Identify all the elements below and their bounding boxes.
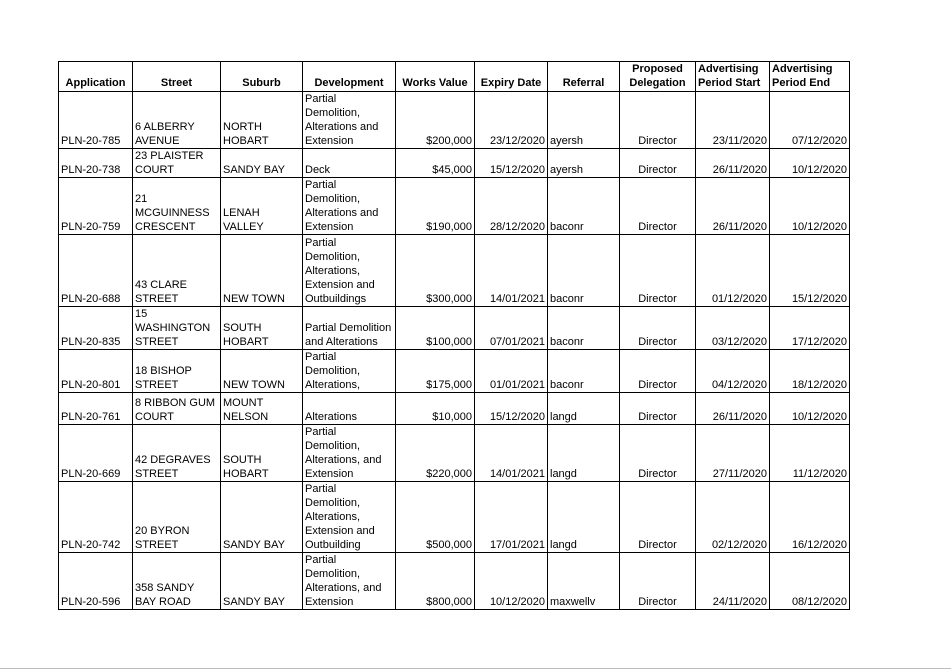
header-works-value: Works Value — [396, 62, 475, 92]
table-row — [59, 235, 850, 307]
cell-ad-start: 03/12/2020 — [696, 307, 770, 350]
header-suburb: Suburb — [221, 62, 303, 92]
cell-delegation: Director — [620, 92, 696, 149]
cell-ad-start: 23/11/2020 — [696, 92, 770, 149]
cell-ad-start: 27/11/2020 — [696, 425, 770, 482]
header-advertising-start: Advertising Period Start — [696, 62, 770, 92]
cell-development: Partial Demolition, Alterations, Extension and Outbuilding — [303, 482, 396, 553]
cell-ad-start: 26/11/2020 — [696, 393, 770, 425]
cell-works-value: $190,000 — [396, 178, 475, 235]
cell-referral: langd — [548, 482, 620, 553]
cell-delegation: Director — [620, 350, 696, 393]
cell-development: Partial Demolition, Alterations, and Extension — [303, 553, 396, 610]
cell-ad-end: 07/12/2020 — [770, 92, 850, 149]
page-bottom-border — [0, 668, 951, 669]
table-row — [59, 307, 850, 350]
cell-application: PLN-20-596 — [59, 553, 133, 610]
header-proposed-delegation: Proposed Delegation — [620, 62, 696, 92]
cell-street: 15 WASHINGTON STREET — [133, 307, 221, 350]
cell-delegation: Director — [620, 149, 696, 178]
cell-application: PLN-20-801 — [59, 350, 133, 393]
cell-ad-start: 04/12/2020 — [696, 350, 770, 393]
cell-ad-end: 10/12/2020 — [770, 149, 850, 178]
cell-application: PLN-20-688 — [59, 235, 133, 307]
cell-referral: maxwellv — [548, 553, 620, 610]
table-row — [59, 149, 850, 178]
cell-application: PLN-20-761 — [59, 393, 133, 425]
cell-expiry-date: 14/01/2021 — [475, 425, 548, 482]
cell-ad-end: 10/12/2020 — [770, 178, 850, 235]
cell-application: PLN-20-785 — [59, 92, 133, 149]
cell-works-value: $45,000 — [396, 149, 475, 178]
cell-referral: baconr — [548, 307, 620, 350]
cell-delegation: Director — [620, 393, 696, 425]
table-row — [59, 350, 850, 393]
cell-delegation: Director — [620, 307, 696, 350]
cell-ad-end: 11/12/2020 — [770, 425, 850, 482]
cell-expiry-date: 15/12/2020 — [475, 393, 548, 425]
cell-street: 20 BYRON STREET — [133, 482, 221, 553]
header-referral: Referral — [548, 62, 620, 92]
cell-referral: langd — [548, 393, 620, 425]
cell-ad-end: 15/12/2020 — [770, 235, 850, 307]
cell-works-value: $10,000 — [396, 393, 475, 425]
cell-works-value: $800,000 — [396, 553, 475, 610]
header-advertising-end: Advertising Period End — [770, 62, 850, 92]
cell-expiry-date: 10/12/2020 — [475, 553, 548, 610]
cell-delegation: Director — [620, 235, 696, 307]
cell-application: PLN-20-835 — [59, 307, 133, 350]
cell-works-value: $500,000 — [396, 482, 475, 553]
cell-street: 21 MCGUINNESS CRESCENT — [133, 178, 221, 235]
cell-street: 8 RIBBON GUM COURT — [133, 393, 221, 425]
cell-suburb: MOUNT NELSON — [221, 393, 303, 425]
cell-development: Partial Demolition and Alterations — [303, 307, 396, 350]
cell-suburb: NORTH HOBART — [221, 92, 303, 149]
cell-works-value: $220,000 — [396, 425, 475, 482]
cell-works-value: $300,000 — [396, 235, 475, 307]
cell-street: 358 SANDY BAY ROAD — [133, 553, 221, 610]
header-development: Development — [303, 62, 396, 92]
cell-ad-end: 18/12/2020 — [770, 350, 850, 393]
table-row — [59, 553, 850, 610]
cell-works-value: $100,000 — [396, 307, 475, 350]
header-expiry-date: Expiry Date — [475, 62, 548, 92]
cell-expiry-date: 07/01/2021 — [475, 307, 548, 350]
cell-street: 6 ALBERRY AVENUE — [133, 92, 221, 149]
table-row — [59, 482, 850, 553]
cell-delegation: Director — [620, 178, 696, 235]
cell-suburb: SANDY BAY — [221, 553, 303, 610]
cell-works-value: $175,000 — [396, 350, 475, 393]
cell-ad-end: 10/12/2020 — [770, 393, 850, 425]
cell-expiry-date: 01/01/2021 — [475, 350, 548, 393]
cell-ad-start: 24/11/2020 — [696, 553, 770, 610]
cell-development: Partial Demolition, Alterations and Extension — [303, 92, 396, 149]
cell-street: 18 BISHOP STREET — [133, 350, 221, 393]
cell-street: 42 DEGRAVES STREET — [133, 425, 221, 482]
cell-ad-end: 08/12/2020 — [770, 553, 850, 610]
cell-referral: ayersh — [548, 92, 620, 149]
cell-application: PLN-20-759 — [59, 178, 133, 235]
cell-ad-end: 17/12/2020 — [770, 307, 850, 350]
cell-referral: baconr — [548, 235, 620, 307]
cell-development: Partial Demolition, Alterations, and Extension — [303, 425, 396, 482]
cell-delegation: Director — [620, 482, 696, 553]
cell-suburb: SANDY BAY — [221, 149, 303, 178]
header-street: Street — [133, 62, 221, 92]
cell-referral: baconr — [548, 350, 620, 393]
table-row — [59, 393, 850, 425]
cell-development: Partial Demolition, Alterations, Extension and Outbuildings — [303, 235, 396, 307]
cell-expiry-date: 14/01/2021 — [475, 235, 548, 307]
table-row — [59, 178, 850, 235]
cell-suburb: SOUTH HOBART — [221, 425, 303, 482]
cell-suburb: NEW TOWN — [221, 235, 303, 307]
cell-expiry-date: 23/12/2020 — [475, 92, 548, 149]
cell-ad-start: 26/11/2020 — [696, 149, 770, 178]
cell-development: Partial Demolition, Alterations and Extension — [303, 178, 396, 235]
table-row — [59, 425, 850, 482]
cell-suburb: SOUTH HOBART — [221, 307, 303, 350]
planning-applications-table — [58, 61, 850, 610]
cell-delegation: Director — [620, 425, 696, 482]
cell-suburb: SANDY BAY — [221, 482, 303, 553]
cell-expiry-date: 15/12/2020 — [475, 149, 548, 178]
cell-development: Deck — [303, 149, 396, 178]
cell-referral: langd — [548, 425, 620, 482]
cell-ad-start: 26/11/2020 — [696, 178, 770, 235]
header-row — [59, 62, 850, 92]
cell-ad-end: 16/12/2020 — [770, 482, 850, 553]
cell-referral: ayersh — [548, 149, 620, 178]
cell-delegation: Director — [620, 553, 696, 610]
cell-application: PLN-20-669 — [59, 425, 133, 482]
cell-suburb: NEW TOWN — [221, 350, 303, 393]
table-row — [59, 92, 850, 149]
cell-street: 43 CLARE STREET — [133, 235, 221, 307]
cell-referral: baconr — [548, 178, 620, 235]
cell-works-value: $200,000 — [396, 92, 475, 149]
cell-suburb: LENAH VALLEY — [221, 178, 303, 235]
cell-application: PLN-20-742 — [59, 482, 133, 553]
cell-development: Alterations — [303, 393, 396, 425]
header-application: Application — [59, 62, 133, 92]
cell-ad-start: 02/12/2020 — [696, 482, 770, 553]
cell-expiry-date: 17/01/2021 — [475, 482, 548, 553]
cell-application: PLN-20-738 — [59, 149, 133, 178]
cell-street: 23 PLAISTER COURT — [133, 149, 221, 178]
cell-ad-start: 01/12/2020 — [696, 235, 770, 307]
cell-development: Partial Demolition, Alterations, — [303, 350, 396, 393]
cell-expiry-date: 28/12/2020 — [475, 178, 548, 235]
